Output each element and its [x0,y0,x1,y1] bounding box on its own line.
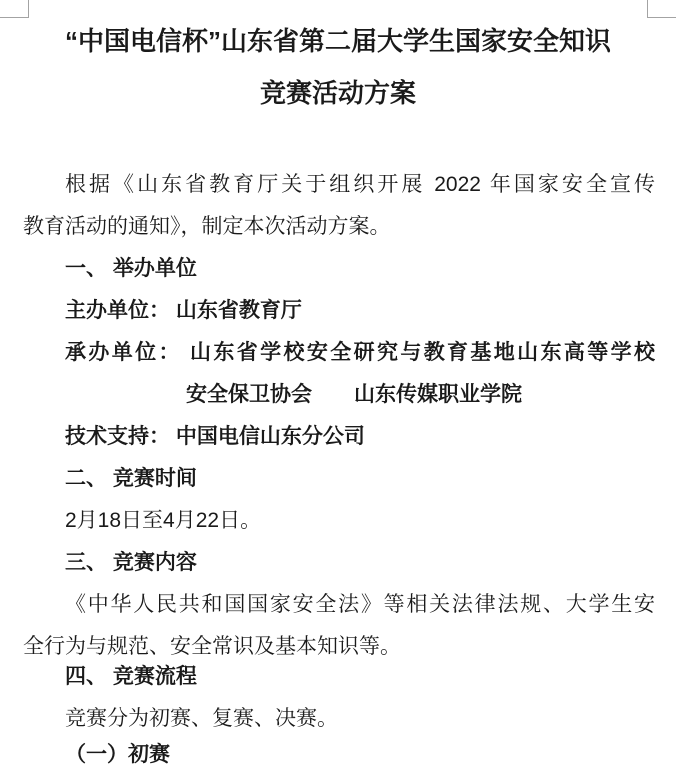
document-title [0,15,676,119]
section-heading: 二、 竞赛时间 [65,467,197,490]
section-heading: 承办单位： 山东省学校安全研究与教育基地山东高等学校 [65,341,655,364]
section-heading: 主办单位： 山东省教育厅 [65,299,302,322]
body-line: 根据《山东省教育厅关于组织开展 2022 年国家安全宣传 [65,173,655,196]
clipped-next-line: （一）初赛 [65,743,170,766]
title-line-2: 竞赛活动方案 [259,78,416,108]
body-line: 2月18日至4月22日。 [65,509,262,532]
body-line: 全行为与规范、安全常识及基本知识等。 [23,635,401,658]
section-heading: 安全保卫协会 山东传媒职业学院 [186,383,522,406]
body-line: 《中华人民共和国国家安全法》等相关法律法规、大学生安 [65,593,655,616]
title-line-1: “中国电信杯”山东省第二届大学生国家安全知识 [64,26,611,56]
section-heading: 三、 竞赛内容 [65,551,197,574]
section-heading: 四、 竞赛流程 [65,665,197,688]
document-body [23,164,655,776]
body-line: 教育活动的通知》，制定本次活动方案。 [23,215,391,238]
body-line: 竞赛分为初赛、复赛、决赛。 [65,707,338,730]
section-heading: 技术支持： 中国电信山东分公司 [65,425,365,448]
section-heading: 一、 举办单位 [65,257,197,280]
